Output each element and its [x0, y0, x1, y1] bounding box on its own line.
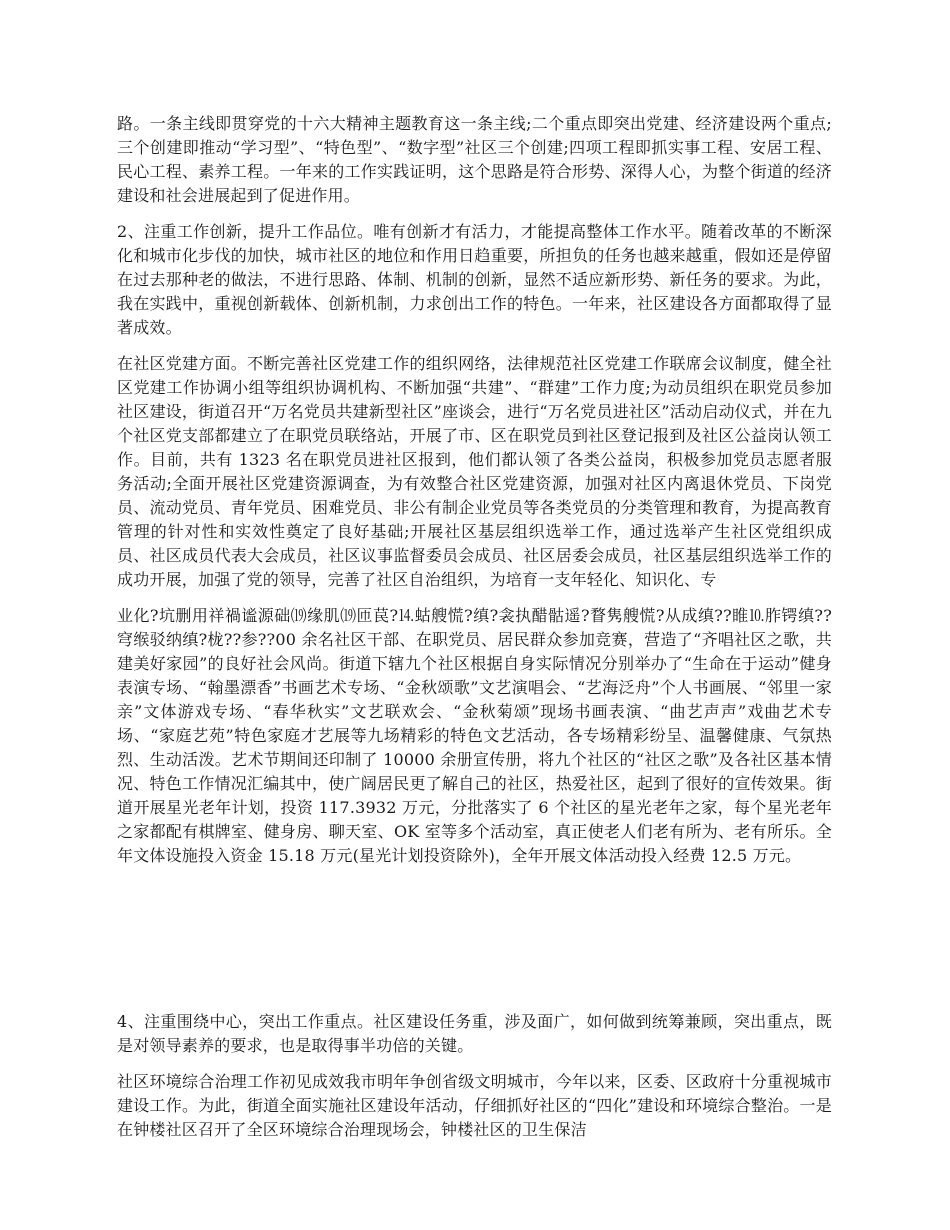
- paragraph-cultural-activities: 业化?坑删用祥禍谧源础⒆缘肌⒆匝苠?⒕蛄艘慌?缜?衾执醋骷遥?瞀隽艘慌?从成缜??睢⒑胙锷缜??穹缑驳纳缜?栊??参??00 余名社区干部、在职党员、居民群众参加竞赛，营造了“齐唱社区之歌，共建美好家园”的良好社会风尚。街道下辖九个社区根据自身实际情况分别举办了“生命在于运动”健身表演专场、“翰墨漂香”书画艺术专场、“金秋颂歌”文艺演唱会、“艺海泛舟”个人书画展、“邻里一家亲”文体游戏专场、“春华秋实”文艺联欢会、“金秋菊颂”现场书画表演、“曲艺声声”戏曲艺术专场、“家庭艺苑”特色家庭才艺展等九场精彩的特色文艺活动，各专场精彩纷呈、温馨健康、气氛热烈、生动活泼。艺术节期间还印制了 10000 余册宣传册，将九个社区的“社区之歌”及各社区基本情况、特色工作情况汇编其中，使广阔居民更了解自己的社区，热爱社区，起到了很好的宣传效果。街道开展星光老年计划，投资 117.3932 万元，分批落实了 6 个社区的星光老年之家，每个星光老年之家都配有棋牌室、健身房、聊天室、OK 室等多个活动室，真正使老人们老有所为、老有所乐。全年文体设施投入资金 15.18 万元(星光计划投资除外)，全年开展文体活动投入经费 12.5 万元。: [117, 606, 832, 865]
- paragraph-work-approach: 路。一条主线即贯穿党的十六大精神主题教育这一条主线;二个重点即突出党建、经济建设两个重点;三个创建即推动“学习型”、“特色型”、“数字型”社区三个创建;四项工程即抓实事工程、安居工程、民心工程、素养工程。一年来的工作实践证明，这个思路是符合形势、深得人心，为整个街道的经济建设和社会进展起到了促进作用。: [117, 114, 832, 205]
- blank-gap: [117, 880, 832, 1010]
- paragraph-party-building: 在社区党建方面。不断完善社区党建工作的组织网络，法律规范社区党建工作联席会议制度，健全社区党建工作协调小组等组织协调机构、不断加强“共建”、“群建”工作力度;为动员组织在职党员参加社区建设，街道召开“万名党员共建新型社区”座谈会，进行“万名党员进社区”活动启动仪式，并在九个社区党支部都建立了在职党员联络站，开展了市、区在职党员到社区登记报到及社区公益岗认领工作。目前，共有 1323 名在职党员进社区报到，他们都认领了各类公益岗，积极参加党员志愿者服务活动;全面开展社区党建资源调查，为有效整合社区党建资源，加强对社区内离退休党员、下岗党员、流动党员、青年党员、困难党员、非公有制企业党员等各类党员的分类管理和教育，为提高教育管理的针对性和实效性奠定了良好基础;开展社区基层组织选举工作，通过选举产生社区党组织成员、社区成员代表大会成员，社区议事监督委员会成员、社区居委会成员，社区基层组织选举工作的成功开展，加强了党的领导，完善了社区自治组织，为培育一支年轻化、知识化、专: [117, 354, 832, 589]
- document-body: [117, 112, 832, 1154]
- paragraph-work-innovation: 2、注重工作创新，提升工作品位。唯有创新才有活力，才能提高整体工作水平。随着改革的不断深化和城市化步伐的加快，城市社区的地位和作用日趋重要，所担负的任务也越来越重，假如还是停留在过去那种老的做法，不进行思路、体制、机制的创新，显然不适应新形势、新任务的要求。为此，我在实践中，重视创新载体、创新机制，力求创出工作的特色。一年来，社区建设各方面都取得了显著成效。: [117, 222, 832, 337]
- paragraph-focus-center: 4、注重围绕中心，突出工作重点。社区建设任务重，涉及面广，如何做到统筹兼顾，突出重点，既是对领导素养的要求，也是取得事半功倍的关键。: [117, 1012, 832, 1055]
- paragraph-environment-governance: 社区环境综合治理工作初见成效我市明年争创省级文明城市，今年以来，区委、区政府十分重视城市建设工作。为此，街道全面实施社区建设年活动，仔细抓好社区的“四化”建设和环境综合整治。一是在钟楼社区召开了全区环境综合治理现场会，钟楼社区的卫生保洁: [117, 1072, 832, 1139]
